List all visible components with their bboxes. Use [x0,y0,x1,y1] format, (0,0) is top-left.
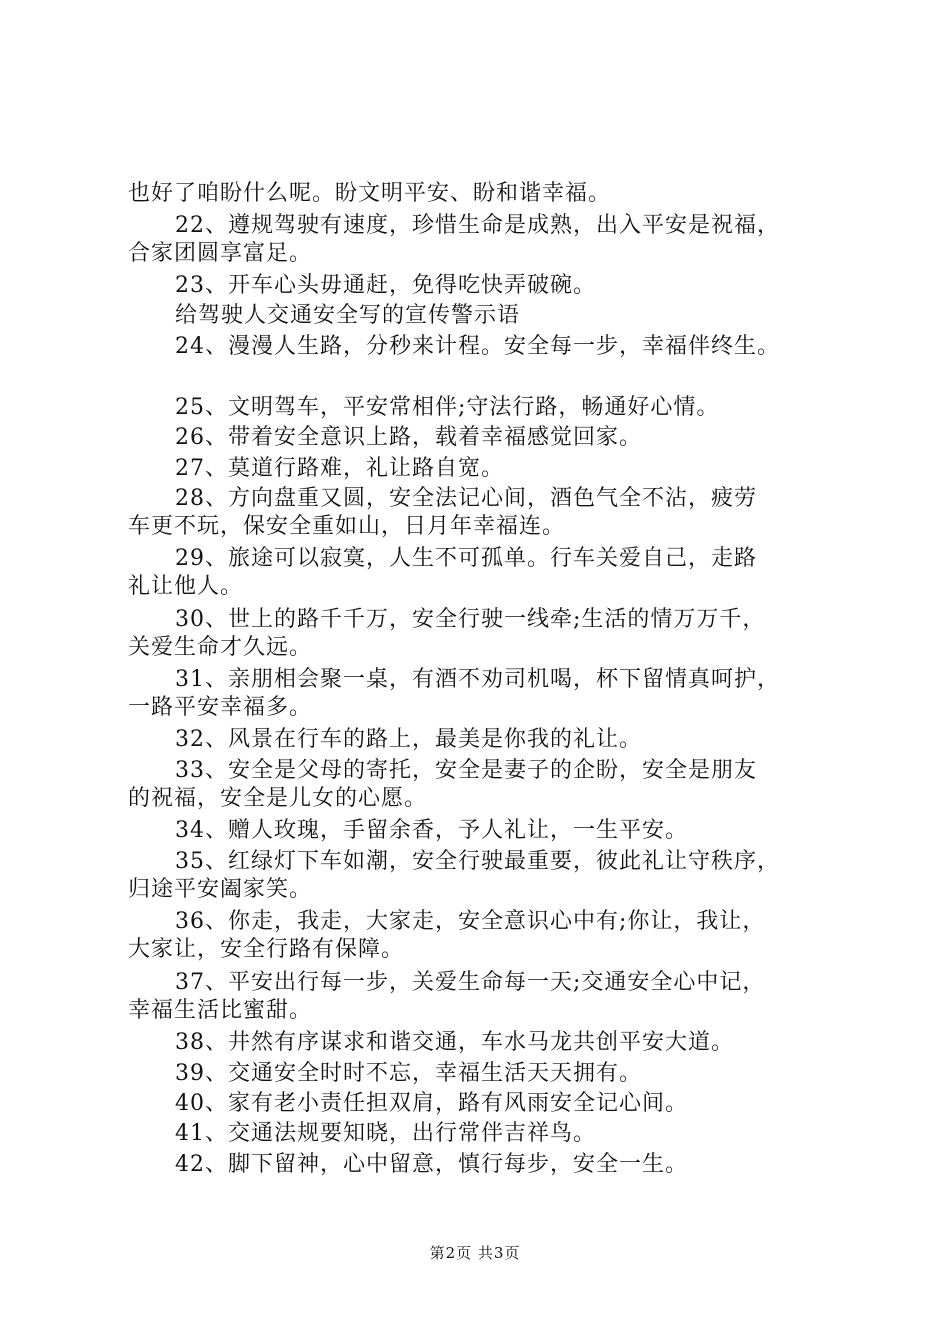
text-line: 27、莫道行路难，礼让路自宽。 [175,456,504,481]
text-line: 给驾驶人交通安全写的宣传警示语 [175,303,521,328]
text-line: 37、平安出行每一步，关爱生命每一天;交通安全心中记， [175,970,766,995]
text-line: 34、赠人玫瑰，手留余香，予人礼让，一生平安。 [175,818,688,843]
text-line: 合家团圆享富足。 [128,241,313,266]
text-line: 41、交通法规要知晓，出行常伴吉祥鸟。 [175,1121,596,1146]
page-number-footer: 第2页 共3页 [429,1244,521,1262]
text-line: 31、亲朋相会聚一桌，有酒不劝司机喝，杯下留情真呵护， [175,667,780,692]
text-line: 35、红绿灯下车如潮，安全行驶最重要，彼此礼让守秩序， [175,849,780,874]
text-line: 36、你走，我走，大家走，安全意识心中有;你让，我让， [175,909,766,934]
text-line: 29、旅途可以寂寞，人生不可孤单。行车关爱自己，走路 [175,546,757,571]
text-line: 26、带着安全意识上路，载着幸福感觉回家。 [175,425,642,450]
text-line: 22、遵规驾驶有速度，珍惜生命是成熟，出入平安是祝福， [175,213,780,238]
text-line: 也好了咱盼什么呢。盼文明平安、盼和谐幸福。 [128,181,612,206]
text-line: 38、井然有序谋求和谐交通，车水马龙共创平安大道。 [175,1030,734,1055]
text-line: 32、风景在行车的路上，最美是你我的礼让。 [175,727,642,752]
text-line: 33、安全是父母的寄托，安全是妻子的企盼，安全是朋友 [175,758,757,783]
text-line: 关爱生命才久远。 [128,635,313,660]
text-line: 30、世上的路千千万，安全行驶一线牵;生活的情万万千， [175,607,766,632]
text-line: 40、家有老小责任担双肩，路有风雨安全记心间。 [175,1091,688,1116]
text-line: 归途平安阖家笑。 [128,877,313,902]
text-line: 大家让，安全行路有保障。 [128,937,405,962]
text-line: 42、脚下留神，心中留意，慎行每步，安全一生。 [175,1152,688,1177]
text-line: 的祝福，安全是儿女的心愿。 [128,786,428,811]
text-line: 25、文明驾车，平安常相伴;守法行路，畅通好心情。 [175,395,720,420]
text-line: 幸福生活比蜜甜。 [128,998,313,1023]
text-line: 24、漫漫人生路，分秒来计程。安全每一步，幸福伴终生。 [175,334,780,359]
text-line: 一路平安幸福多。 [128,695,313,720]
text-line: 车更不玩，保安全重如山，日月年幸福连。 [128,514,566,539]
text-line: 39、交通安全时时不忘，幸福生活天天拥有。 [175,1061,642,1086]
text-line: 礼让他人。 [128,574,244,599]
text-line: 23、开车心头毋通赶，免得吃快弄破碗。 [175,273,596,298]
text-line: 28、方向盘重又圆，安全法记心间，酒色气全不沾，疲劳 [175,486,757,511]
